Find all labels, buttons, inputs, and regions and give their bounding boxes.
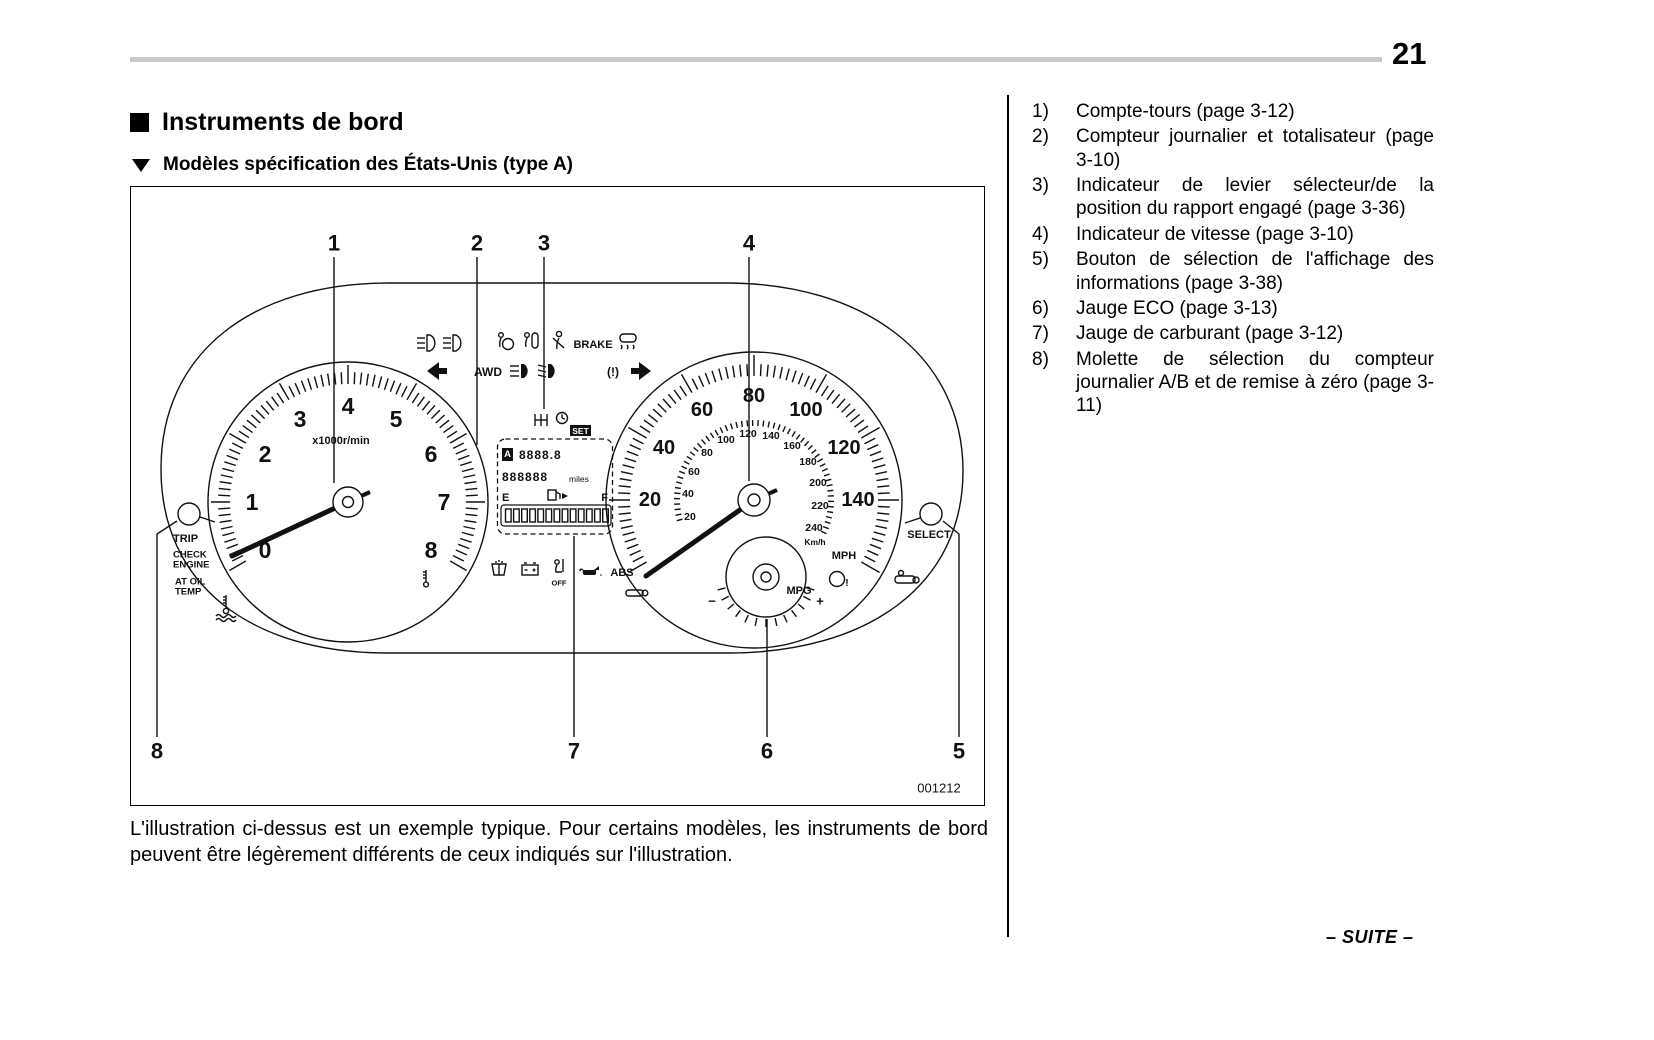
mpg-label: MPG: [786, 585, 812, 597]
awd-label: AWD: [474, 365, 502, 379]
speedometer-needle: [646, 500, 754, 576]
fuel-f-label: F: [601, 492, 608, 504]
eco-alert-icon: [830, 572, 849, 590]
select-label: SELECT: [907, 529, 951, 541]
legend-item-number: 1): [1032, 101, 1049, 122]
legend-item-text: Bouton de sélection de l'affichage des informations (page 3-38): [1076, 249, 1434, 294]
legend-item: [1032, 297, 1434, 320]
callout-lines: [157, 257, 959, 737]
side-airbag-warning-icon: [525, 333, 538, 348]
fuel-arrow-icon: [562, 493, 568, 499]
tachometer: [208, 362, 488, 642]
trip-label: TRIP: [173, 533, 199, 545]
callout-3: 3: [537, 230, 551, 256]
legend-item: [1032, 223, 1434, 246]
fuel-e-label: E: [502, 492, 510, 504]
svg-text:6: 6: [424, 441, 438, 467]
fuel-pump-icon: [548, 490, 560, 500]
legend-item-number: 6): [1032, 297, 1049, 319]
svg-text:120: 120: [739, 428, 757, 440]
instrument-cluster-figure: [130, 186, 985, 806]
fuel-bar-segments: [506, 509, 609, 522]
right-turn-signal-icon: [631, 362, 651, 380]
legend-item: [1032, 100, 1434, 123]
high-beam-icon: [510, 364, 528, 378]
legend-item-number: 2): [1032, 126, 1049, 148]
svg-text:3: 3: [293, 406, 307, 432]
svg-text:40: 40: [652, 437, 676, 459]
legend-item-number: 3): [1032, 175, 1049, 197]
airbag-off-label: OFF: [551, 578, 567, 588]
legend-item-number: 8): [1032, 348, 1049, 370]
svg-text:2: 2: [258, 441, 272, 467]
svg-text:140: 140: [762, 430, 780, 442]
top-rule: [130, 57, 1382, 62]
svg-text:5: 5: [389, 406, 403, 432]
tachometer-unit: x1000r/min: [312, 435, 370, 447]
column-divider: [1007, 95, 1009, 937]
kmh-label: Km/h: [804, 537, 826, 547]
rear-fog-light-icon: [443, 335, 461, 351]
legend-item: [1032, 248, 1434, 295]
svg-text:200: 200: [809, 477, 827, 489]
legend-item: [1032, 348, 1434, 418]
mph-label: MPH: [831, 550, 857, 562]
svg-text:180: 180: [799, 456, 817, 468]
legend-item-text: Indicateur de vitesse (page 3-10): [1076, 223, 1354, 245]
security-indicator-icon: [895, 571, 919, 584]
legend-item-text: Molette de sélection du compteur journalier A/B et de remise à zéro (page 3-11): [1076, 348, 1434, 417]
svg-text:100: 100: [789, 399, 823, 421]
section-title-text: Instruments de bord: [162, 108, 404, 136]
at-oil-temp-label-1: AT OIL: [175, 576, 206, 588]
svg-text:240: 240: [805, 522, 823, 534]
airbag-warning-icon: [499, 333, 514, 350]
continuation-marker: – SUITE –: [1326, 927, 1414, 947]
legend-item-text: Compte-tours (page 3-12): [1076, 101, 1295, 122]
gear-position-indicator: [535, 413, 591, 437]
svg-text:60: 60: [688, 466, 700, 478]
front-fog-light-icon: [417, 335, 435, 351]
select-knob: [905, 503, 942, 525]
svg-text:100: 100: [717, 434, 735, 446]
callout-6: 6: [760, 738, 774, 764]
svg-text:160: 160: [783, 440, 801, 452]
legend-item-number: 7): [1032, 323, 1049, 345]
trip-a-label: A: [504, 449, 511, 460]
svg-text:80: 80: [701, 447, 713, 459]
trip-meter-value: 8888.8: [519, 448, 562, 462]
legend-item-text: Indicateur de levier sélecteur/de la position du rapport engagé (page 3-36): [1076, 175, 1434, 220]
eco-gauge: [708, 537, 824, 627]
callout-2: 2: [470, 230, 484, 256]
check-engine-label-1: CHECK: [173, 549, 207, 561]
left-turn-signal-icon: [427, 362, 447, 380]
svg-text:1: 1: [245, 489, 259, 515]
svg-text:60: 60: [690, 399, 714, 421]
temperature-icon: [423, 570, 428, 587]
subsection-heading: [132, 154, 573, 176]
abs-label: ABS: [610, 567, 634, 579]
airbag-off-icon: [555, 559, 563, 572]
legend-item-text: Compteur journalier et totalisateur (page 3-10): [1076, 126, 1434, 171]
clock-icon: [557, 413, 568, 424]
section-heading: [130, 108, 404, 137]
callout-5: 5: [952, 738, 966, 764]
seatbelt-warning-icon: [553, 331, 564, 349]
callout-1: 1: [327, 230, 341, 256]
legend-list: [1032, 100, 1434, 420]
cluster-diagram: [131, 187, 983, 804]
legend-item-number: 4): [1032, 223, 1049, 245]
svg-text:120: 120: [827, 437, 861, 459]
svg-text:4: 4: [341, 393, 355, 419]
set-label: SET: [572, 426, 589, 436]
legend-item-text: Jauge ECO (page 3-13): [1076, 297, 1278, 319]
callout-8: 8: [150, 738, 164, 764]
svg-text:220: 220: [811, 500, 829, 512]
minus-label: −: [708, 593, 716, 609]
headlight-icon: [538, 364, 555, 378]
check-engine-label-2: ENGINE: [173, 559, 210, 571]
svg-text:8: 8: [424, 537, 438, 563]
info-display: [498, 439, 613, 534]
svg-text:80: 80: [742, 385, 766, 407]
legend-item-text: Jauge de carburant (page 3-12): [1076, 323, 1344, 345]
callout-4: 4: [742, 230, 756, 256]
svg-text:7: 7: [437, 489, 451, 515]
washer-fluid-icon: [492, 560, 506, 575]
callout-7: 7: [567, 738, 581, 764]
page-number: 21: [1392, 36, 1427, 71]
svg-text:20: 20: [638, 489, 662, 511]
cluster-outline: [161, 283, 963, 653]
at-oil-temp-label-2: TEMP: [175, 586, 202, 598]
subsection-title-text: Modèles spécification des États-Unis (type A): [163, 154, 573, 175]
plus-label: +: [816, 593, 824, 609]
charging-system-icon: [522, 563, 538, 575]
vdc-warning-icon: [620, 334, 636, 349]
odometer-value: 888888: [502, 470, 549, 484]
svg-text:!: !: [845, 577, 849, 589]
tpms-warning-icon: (!): [607, 365, 619, 379]
svg-text:20: 20: [684, 511, 696, 523]
speedometer: [606, 352, 902, 648]
svg-text:40: 40: [682, 488, 694, 500]
section-marker-icon: [130, 113, 149, 132]
svg-text:140: 140: [841, 489, 875, 511]
figure-caption: L'illustration ci-dessus est un exemple typique. Pour certains modèles, les instruments de bord peuvent être légèrement différents de ceux indiqués sur l'illustration.: [130, 818, 988, 867]
brake-warning-label: BRAKE: [573, 339, 613, 351]
legend-item: [1032, 174, 1434, 221]
shift-pattern-icon: [535, 414, 547, 426]
legend-item-number: 5): [1032, 249, 1049, 271]
subsection-marker-icon: [132, 159, 150, 172]
oil-pressure-icon: [580, 566, 602, 576]
svg-text:0: 0: [258, 537, 272, 563]
legend-item: [1032, 125, 1434, 172]
figure-code: 001212: [917, 780, 961, 796]
coolant-temp-icon: [216, 595, 236, 622]
miles-label: miles: [569, 474, 589, 484]
legend-item: [1032, 322, 1434, 345]
